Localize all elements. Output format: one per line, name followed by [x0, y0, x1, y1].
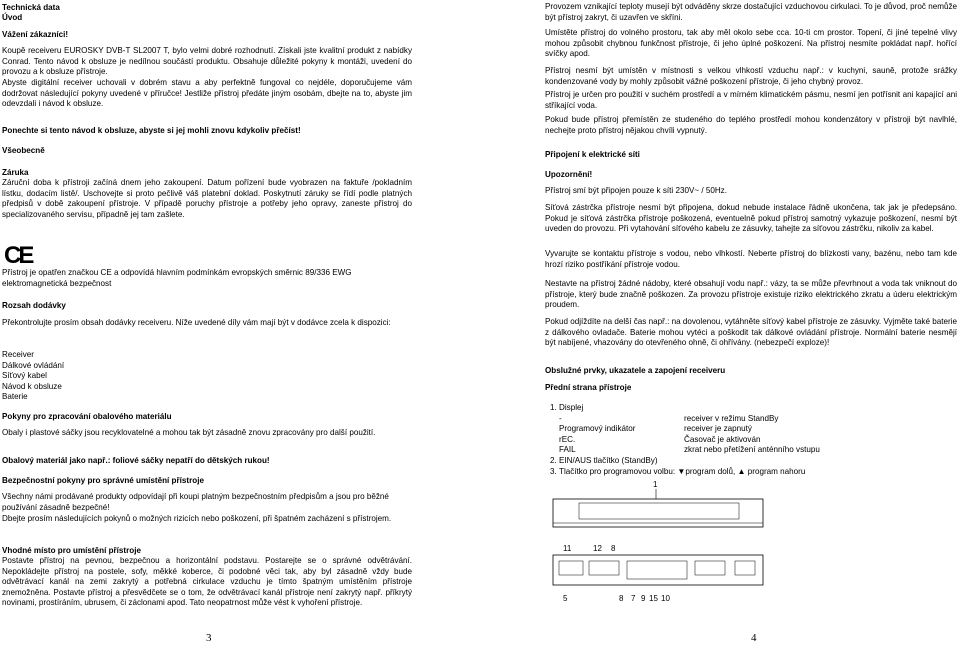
front-side-title: Přední strana přístroje [545, 383, 632, 392]
receiver-rear-panel [553, 555, 763, 585]
delivery-item: Baterie [2, 392, 28, 401]
placement-text: Postavte přístroj na pevnou, bezpečnou a horizontální podstavu. Postarejte se o správné odvětrávání. Nepokládejte přístroj na postele, sofy, měkké koberce, či podobné věci tak, aby byl zásadně vždy bude odvětrávací kanál na zemi zakrytý a potřebná cirkulace vzduchu je tímto špatným umístěním přístroje znemožněna. Postavte přístroj a přesvědčete se o tom, že odvětrávací kanál přístroje není zakrytý např. příkrytý novinami, prostíráním, ubrusem, či záclonami apod. Tato neopatrnost může vést k vyhoření přístroje. [2, 556, 412, 608]
page-number: 4 [751, 632, 757, 644]
delivery-item: Návod k obsluze [2, 382, 62, 391]
ce-mark-logo: CE [4, 242, 32, 269]
intro-paragraph-1: Koupě receiveru EUROSKY DVB-T SL2007 T, bylo velmi dobré rozhodnutí. Získali jste kvalitní produkt z nabídky Conrad. Tento návod k obsluze je nedílnou součástí produktu. Obsahuje důležité pokyny k montáži, uvedení do provozu a k obsluze přístroje. [2, 46, 412, 77]
greeting: Vážení zákazníci! [2, 30, 69, 39]
scope-text: Překontrolujte prosím obsah dodávky receiveru. Níže uvedené díly vám mají být v dodávce zcela k dispozici: [2, 318, 391, 327]
row-value: receiver v režimu StandBy [684, 413, 779, 423]
display-row [559, 435, 959, 446]
section-general: Všeobecně [2, 146, 45, 155]
warranty-text: Záruční doba k přístroji začíná dnem jeho zakoupení. Datum pořízení bude vyobrazen na faktuře /pokladním lístku, dodacím listě/. Uschovejte si proto pečlivě váš platební doklad. Poskytnutí záruky se řídí podle platných předpisů v době zakoupení přístroje. V případě poruchy přístroje a potřeby jeho opravy, zaneste přístroj do specializovaného servisu, případně jej tam zašlete. [2, 178, 412, 219]
delivery-item: Síťový kabel [2, 371, 47, 380]
safety-title: Bezpečnostní pokyny pro správné umístění přístroje [2, 476, 204, 485]
row-key: rEC. [559, 434, 576, 444]
diagram-label: 9 [641, 594, 646, 603]
page-number: 3 [206, 632, 212, 644]
packaging-danger: Obalový materiál jako např.: foliové sáčky nepatří do dětských rukou! [2, 456, 270, 465]
paragraph: Přístroj smí být připojen pouze k síti 230V~ / 50Hz. [545, 186, 727, 195]
paragraph: Přístroj je určen pro použití v suchém prostředí a v mírném klimatickém pásmu, nesmí jen potřísnit ani kapající ani stříkající voda. [545, 90, 957, 110]
list-item: 3. Tlačítko pro programovou volbu: ▼program dolů, ▲ program nahoru [559, 467, 959, 478]
intro-paragraph-2: Abyste digitální receiver uchovali v dobrém stavu a aby perfektně fungoval co nejdéle, doporučujeme vám dodržovat následující pokyny uvedené v příručce! Jestliže přístroj předáte jiným osobám, dbejte na to, abyste jim odevzdali i návod k obsluze. [2, 78, 412, 109]
row-key: - [559, 413, 562, 423]
diagram-label: 12 [593, 544, 602, 553]
header-technical-data: Technická data [2, 3, 60, 12]
row-value: receiver je zapnutý [684, 424, 752, 434]
diagram-label: 8 [619, 594, 624, 603]
receiver-diagram [549, 479, 779, 609]
scope-title: Rozsah dodávky [2, 301, 66, 310]
diagram-label: 11 [563, 544, 572, 553]
caution-label: Upozornění! [545, 170, 593, 179]
power-connection-title: Připojení k elektrické síti [545, 150, 640, 159]
paragraph: Nestavte na přístroj žádné nádoby, které obsahují vodu např.: vázy, ta se může převrhnout a voda tak vniknout do přístroje, který bude značně poškozen. Za provozu přístroje existuje riziko elektrického zkratu a úderu elektrickým proudem. [545, 279, 957, 310]
keep-manual-note: Ponechte si tento návod k obsluze, abyste si jej mohli znovu kdykoliv přečíst! [2, 126, 301, 135]
diagram-label: 1 [653, 480, 658, 489]
list-item: 2. EIN/AUS tlačítko (StandBy) [559, 456, 959, 467]
paragraph: Přístroj nesmí být umístěn v místnosti s velkou vlhkostí vzduchu např.: v kuchyni, sauně, protože srážky kondenzované vody by mohly způsobit vážné poškození přístroje, či jeho chybný provoz. [545, 66, 957, 86]
display-row [559, 445, 959, 456]
paragraph: Provozem vznikající teploty musejí být odváděny skrze dostačující vzduchovou cirkulaci. To je důvod, proč nemůže být přístroj zakryt, či uzavřen ve skříni. [545, 2, 957, 22]
diagram-label: 10 [661, 594, 670, 603]
diagram-label: 15 [649, 594, 658, 603]
packaging-text: Obaly i plastové sáčky jsou recyklovatelné a mohou tak být zásadně znovu zpracovány pro další použití. [2, 428, 376, 437]
packaging-title: Pokyny pro zpracování obalového materiálu [2, 412, 172, 421]
delivery-item: Dálkové ovládání [2, 361, 65, 370]
list-item [559, 403, 959, 456]
list-item-label: Displej [559, 403, 584, 412]
controls-title: Obslužné prvky, ukazatele a zapojení receiveru [545, 366, 726, 375]
delivery-item: Receiver [2, 350, 34, 359]
display-row [559, 414, 959, 425]
safety-text-2: Dbejte prosím následujících pokynů o možných rizicích nebo poškození, při špatném zacházení s přístrojem. [2, 514, 392, 523]
paragraph: Umístěte přístroj do volného prostoru, tak aby měl okolo sebe cca. 10-ti cm prostor. Topení, či jiné tepelné vlivy mohou způsobit chybnou funkčnost přístroje, či jeho úplné poškození. Na přístroj nesmíte pokládat např. hořící svíčky apod. [545, 28, 957, 59]
display-row [559, 424, 959, 435]
paragraph: Pokud odjíždíte na delší čas např.: na dovolenou, vytáhněte síťový kabel přístroje ze zásuvky. Vyjměte také baterie z dálkového ovladače. Baterie mohou vytéci a poškodit tak dálkové ovládání přístroje. Normální baterie nesmějí být nabíjené, vhazovány do otevřeného ohně, či ohřívány. (nebezpečí exploze)! [545, 317, 957, 348]
placement-title: Vhodné místo pro umístění přístroje [2, 546, 141, 555]
ce-text: Přístroj je opatřen značkou CE a odpovídá hlavním podmínkám evropských směrnic 89/336 EWG elektromagnetická bezpečnost [2, 268, 352, 288]
row-key: FAIL [559, 445, 576, 455]
front-panel-list [545, 403, 959, 477]
row-value: zkrat nebo přetížení anténního vstupu [684, 445, 820, 455]
paragraph: Síťová zástrčka přístroje nesmí být připojena, dokud nebude instalace řádně ukončena, tak jak je předepsáno. Pokud je síťová zástrčka přístroje poškozená, eventuelně pokud přístroj samotný vykazuje poškození, nesmí být uveden do provozu. Při vytahování síťového kabelu ze zásuvky, tahejte za síťovou zástrčku, nikoliv za kabel. [545, 203, 957, 234]
warranty-title: Záruka [2, 168, 29, 177]
diagram-label: 8 [611, 544, 616, 553]
paragraph: Vyvarujte se kontaktu přístroje s vodou, nebo vlhkostí. Neberte přístroj do blízkosti vany, bazénu, nebo tam kde hrozí riziko postříkání přístroje vodou. [545, 249, 957, 269]
row-value: Časovač je aktivován [684, 434, 761, 444]
diagram-label: 7 [631, 594, 636, 603]
safety-text-1: Všechny námi prodávané produkty odpovídají při koupi platným bezpečnostním předpisům a jsou pro běžné používání zásadně bezpečné! [2, 492, 389, 512]
row-key: Programový indikátor [559, 424, 636, 434]
paragraph: Pokud bude přístroj přemístěn ze studeného do teplého prostředí mohou kondenzátory v přístroji být navlhlé, nechejte proto přístroj nějakou chvíli vypnutý. [545, 115, 957, 135]
diagram-label: 5 [563, 594, 568, 603]
header-intro: Úvod [2, 13, 23, 22]
